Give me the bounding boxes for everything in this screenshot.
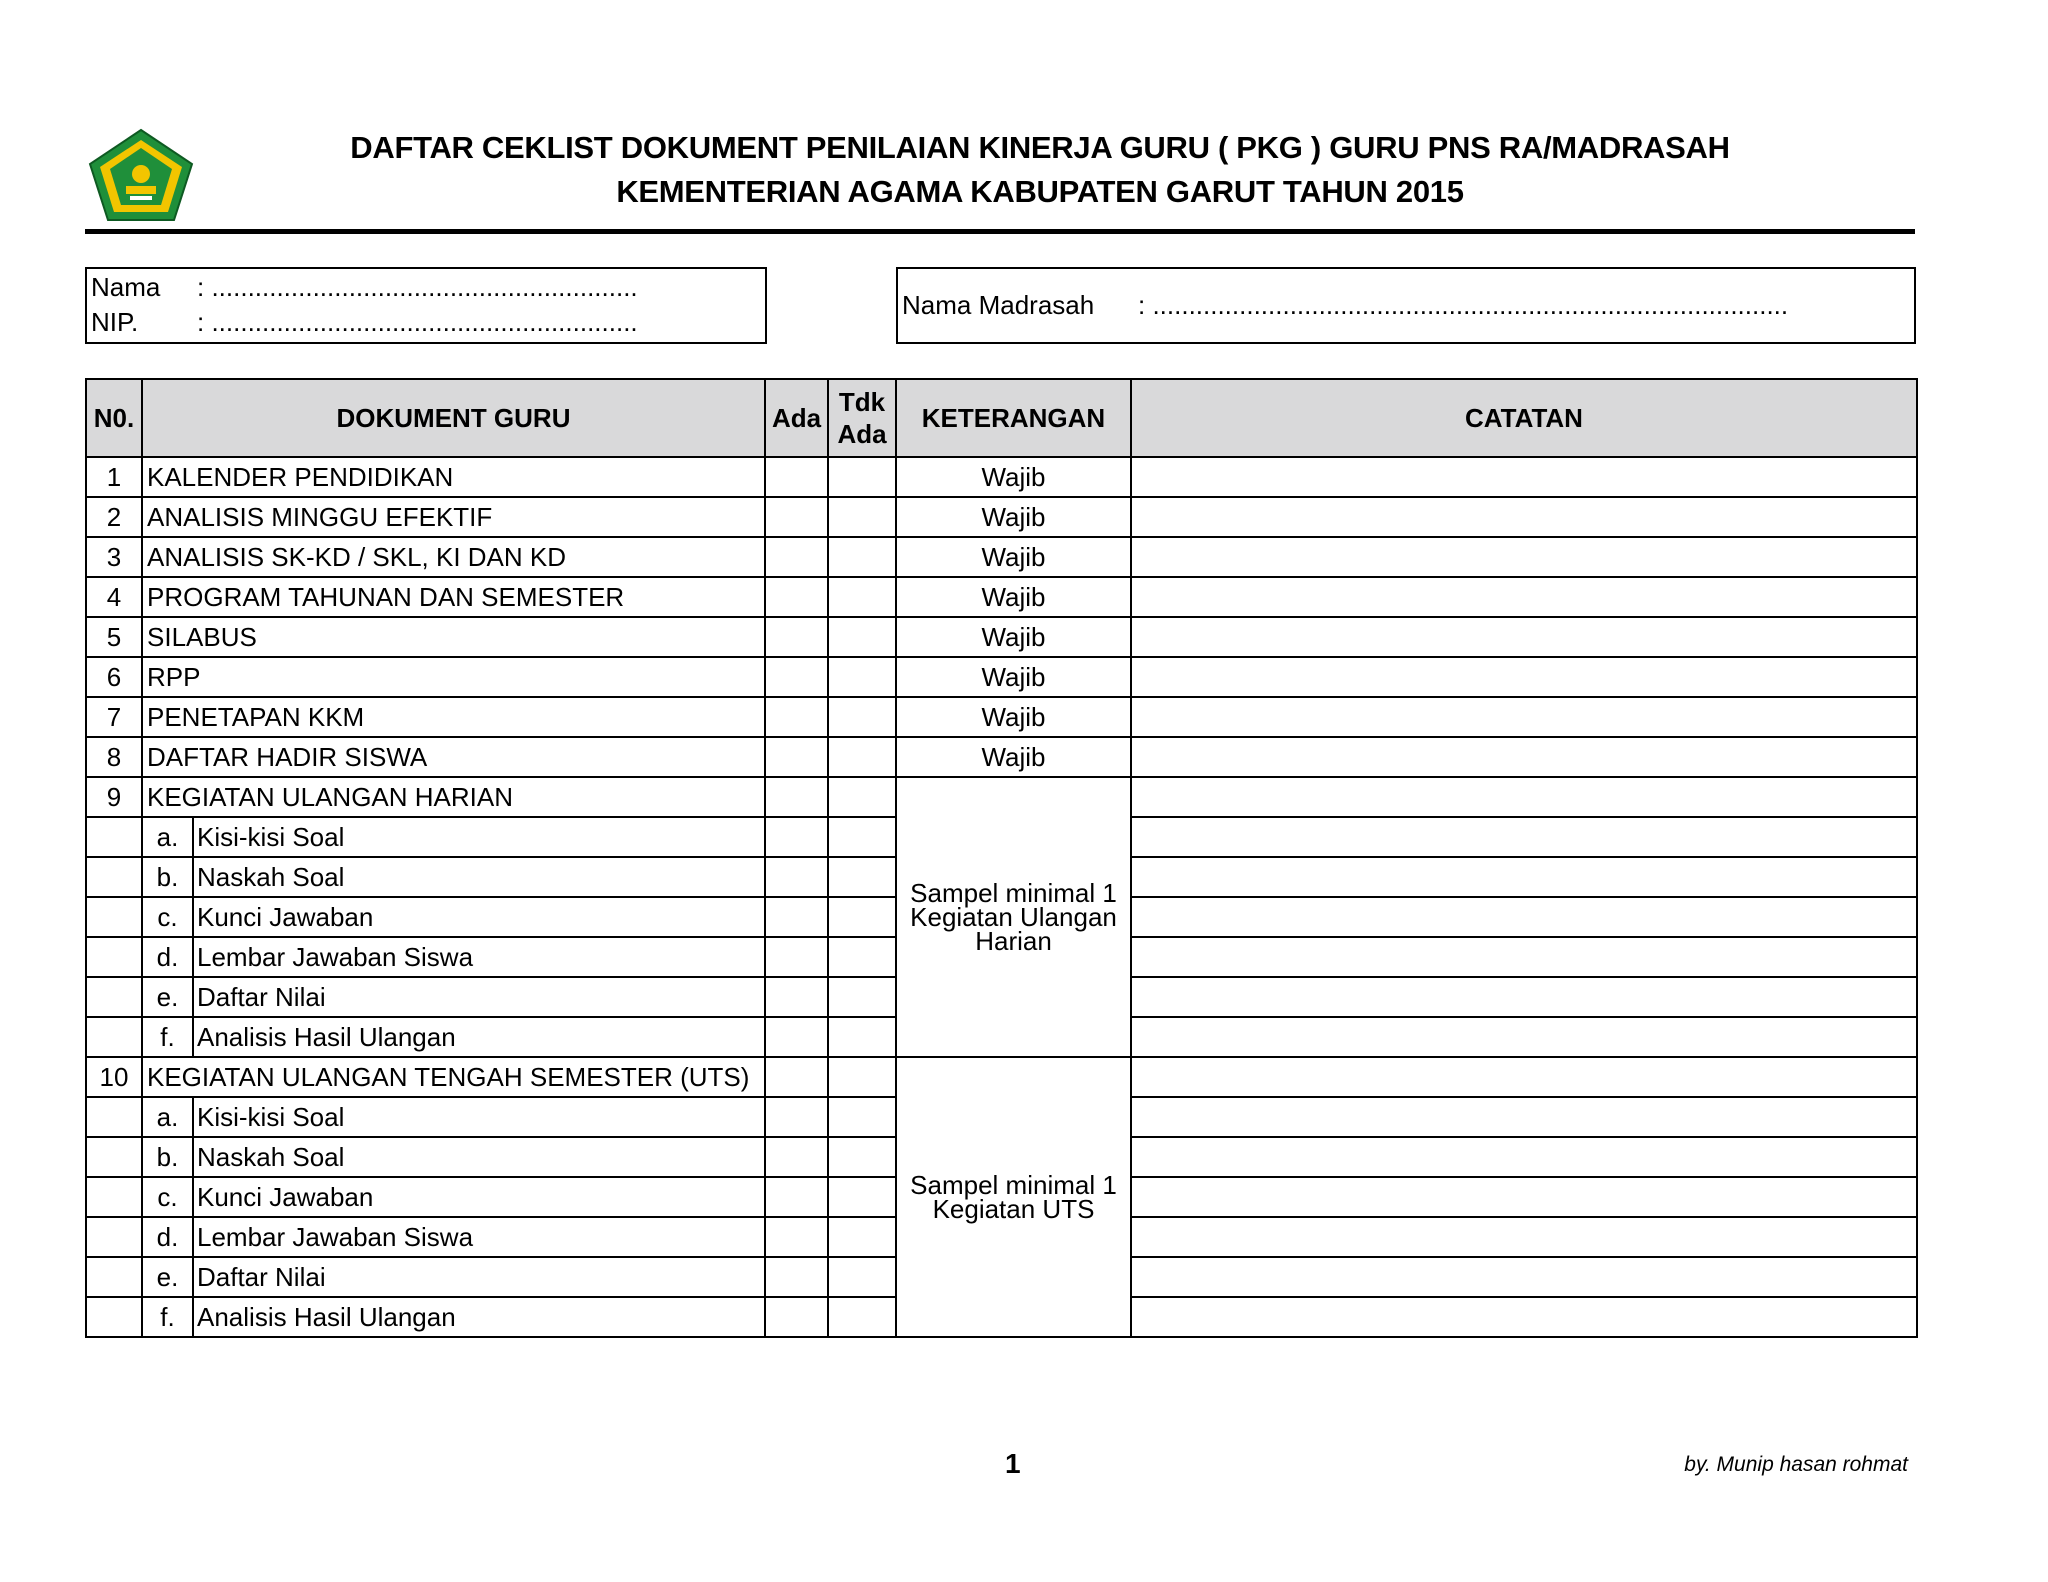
- sub-letter: a.: [142, 817, 193, 857]
- catatan-cell[interactable]: [1131, 937, 1917, 977]
- row-document: KALENDER PENDIDIKAN: [142, 457, 765, 497]
- catatan-cell[interactable]: [1131, 737, 1917, 777]
- sub-letter: c.: [142, 1177, 193, 1217]
- nip-row: [91, 307, 638, 338]
- ada-checkbox-cell[interactable]: [765, 737, 828, 777]
- tdk-ada-checkbox-cell[interactable]: [828, 897, 896, 937]
- madrasah-label: Nama Madrasah: [902, 290, 1095, 320]
- tdk-ada-checkbox-cell[interactable]: [828, 817, 896, 857]
- tdk-ada-checkbox-cell[interactable]: [828, 657, 896, 697]
- row-number: 7: [86, 697, 142, 737]
- header-tdk-ada-line1: Tdk: [838, 387, 886, 417]
- sub-letter: f.: [142, 1017, 193, 1057]
- sub-document: Daftar Nilai: [193, 977, 765, 1017]
- checklist-table: [85, 378, 1918, 1338]
- catatan-cell[interactable]: [1131, 617, 1917, 657]
- page-number: 1: [1005, 1448, 1021, 1479]
- ada-checkbox-cell[interactable]: [765, 577, 828, 617]
- sub-letter: c.: [142, 897, 193, 937]
- catatan-cell[interactable]: [1131, 697, 1917, 737]
- group9-ket-line3: Harian: [975, 926, 1052, 956]
- sub-letter: d.: [142, 1217, 193, 1257]
- tdk-ada-checkbox-cell[interactable]: [828, 617, 896, 657]
- table-row: [86, 537, 1917, 577]
- document-title-line1: DAFTAR CEKLIST DOKUMENT PENILAIAN KINERJA GURU ( PKG ) GURU PNS RA/MADRASAH: [350, 130, 1730, 165]
- ada-checkbox-cell[interactable]: [765, 817, 828, 857]
- nama-label: Nama: [91, 272, 161, 302]
- sub-document: Lembar Jawaban Siswa: [193, 937, 765, 977]
- ada-checkbox-cell[interactable]: [765, 977, 828, 1017]
- sub-document: Kunci Jawaban: [193, 1177, 765, 1217]
- teacher-info-box: [85, 267, 767, 344]
- row-number: 6: [86, 657, 142, 697]
- catatan-cell[interactable]: [1131, 897, 1917, 937]
- tdk-ada-checkbox-cell[interactable]: [828, 497, 896, 537]
- madrasah-field[interactable]: : ........................................................................................: [1138, 290, 1789, 320]
- tdk-ada-checkbox-cell[interactable]: [828, 737, 896, 777]
- row-number-empty: [86, 1257, 142, 1297]
- sub-document: Kunci Jawaban: [193, 897, 765, 937]
- sub-letter: f.: [142, 1297, 193, 1337]
- header-catatan: CATATAN: [1131, 379, 1917, 457]
- ada-checkbox-cell[interactable]: [765, 697, 828, 737]
- table-row: [86, 777, 1917, 817]
- tdk-ada-checkbox-cell[interactable]: [828, 1017, 896, 1057]
- row-number-empty: [86, 1297, 142, 1337]
- catatan-cell[interactable]: [1131, 1297, 1917, 1337]
- tdk-ada-checkbox-cell[interactable]: [828, 937, 896, 977]
- row-keterangan: Wajib: [896, 537, 1131, 577]
- row-number: 5: [86, 617, 142, 657]
- document-title-line2: KEMENTERIAN AGAMA KABUPATEN GARUT TAHUN 2015: [616, 174, 1464, 209]
- catatan-cell[interactable]: [1131, 1177, 1917, 1217]
- catatan-cell[interactable]: [1131, 657, 1917, 697]
- tdk-ada-checkbox-cell[interactable]: [828, 977, 896, 1017]
- sub-letter: e.: [142, 1257, 193, 1297]
- ada-checkbox-cell[interactable]: [765, 857, 828, 897]
- row-document: DAFTAR HADIR SISWA: [142, 737, 765, 777]
- catatan-cell[interactable]: [1131, 1257, 1917, 1297]
- row-keterangan: Wajib: [896, 737, 1131, 777]
- tdk-ada-checkbox-cell[interactable]: [828, 1097, 896, 1137]
- catatan-cell[interactable]: [1131, 457, 1917, 497]
- row-number-empty: [86, 1217, 142, 1257]
- ada-checkbox-cell[interactable]: [765, 1217, 828, 1257]
- row-number-empty: [86, 897, 142, 937]
- tdk-ada-checkbox-cell[interactable]: [828, 777, 896, 817]
- tdk-ada-checkbox-cell[interactable]: [828, 577, 896, 617]
- ada-checkbox-cell[interactable]: [765, 617, 828, 657]
- row-number: 10: [86, 1057, 142, 1097]
- sub-document: Naskah Soal: [193, 857, 765, 897]
- header-ada: Ada: [765, 379, 828, 457]
- ada-checkbox-cell[interactable]: [765, 1177, 828, 1217]
- ada-checkbox-cell[interactable]: [765, 777, 828, 817]
- group9-keterangan: [896, 777, 1131, 1057]
- table-row: [86, 697, 1917, 737]
- table-row: [86, 577, 1917, 617]
- row-number-empty: [86, 1177, 142, 1217]
- sub-document: Naskah Soal: [193, 1137, 765, 1177]
- tdk-ada-checkbox-cell[interactable]: [828, 537, 896, 577]
- ada-checkbox-cell[interactable]: [765, 537, 828, 577]
- group9-ket-line2: Kegiatan Ulangan: [910, 902, 1117, 932]
- table-row: [86, 457, 1917, 497]
- group10-keterangan: [896, 1057, 1131, 1337]
- row-keterangan: Wajib: [896, 617, 1131, 657]
- ada-checkbox-cell[interactable]: [765, 937, 828, 977]
- nama-row: [91, 272, 638, 303]
- table-row: [86, 737, 1917, 777]
- tdk-ada-checkbox-cell[interactable]: [828, 457, 896, 497]
- catatan-cell[interactable]: [1131, 1137, 1917, 1177]
- sub-document: Lembar Jawaban Siswa: [193, 1217, 765, 1257]
- row-document: KEGIATAN ULANGAN HARIAN: [142, 777, 765, 817]
- row-keterangan: Wajib: [896, 657, 1131, 697]
- sub-letter: d.: [142, 937, 193, 977]
- header-tdk-ada: [828, 379, 896, 457]
- sub-letter: b.: [142, 857, 193, 897]
- sub-document: Analisis Hasil Ulangan: [193, 1017, 765, 1057]
- table-row: [86, 657, 1917, 697]
- row-number: 2: [86, 497, 142, 537]
- header-keterangan: KETERANGAN: [896, 379, 1131, 457]
- row-number: 9: [86, 777, 142, 817]
- row-document: ANALISIS SK-KD / SKL, KI DAN KD: [142, 537, 765, 577]
- catatan-cell[interactable]: [1131, 497, 1917, 537]
- ada-checkbox-cell[interactable]: [765, 497, 828, 537]
- row-number: 1: [86, 457, 142, 497]
- row-number: 8: [86, 737, 142, 777]
- sub-document: Analisis Hasil Ulangan: [193, 1297, 765, 1337]
- group10-ket-line1: Sampel minimal 1: [910, 1170, 1117, 1200]
- ada-checkbox-cell[interactable]: [765, 1137, 828, 1177]
- ada-checkbox-cell[interactable]: [765, 1057, 828, 1097]
- author-credit: by. Munip hasan rohmat: [1684, 1453, 1908, 1476]
- group9-ket-line1: Sampel minimal 1: [910, 878, 1117, 908]
- header-tdk-ada-line2: Ada: [837, 419, 887, 449]
- tdk-ada-checkbox-cell[interactable]: [828, 1057, 896, 1097]
- ada-checkbox-cell[interactable]: [765, 1297, 828, 1337]
- sub-document: Daftar Nilai: [193, 1257, 765, 1297]
- nip-field[interactable]: : ...........................................................: [197, 307, 638, 337]
- row-keterangan: Wajib: [896, 497, 1131, 537]
- ada-checkbox-cell[interactable]: [765, 897, 828, 937]
- tdk-ada-checkbox-cell[interactable]: [828, 697, 896, 737]
- tdk-ada-checkbox-cell[interactable]: [828, 1217, 896, 1257]
- row-document: SILABUS: [142, 617, 765, 657]
- row-keterangan: Wajib: [896, 697, 1131, 737]
- row-keterangan: Wajib: [896, 577, 1131, 617]
- kemenag-emblem-icon: [88, 128, 194, 222]
- sub-letter: b.: [142, 1137, 193, 1177]
- row-document: PROGRAM TAHUNAN DAN SEMESTER: [142, 577, 765, 617]
- table-row: [86, 497, 1917, 537]
- header-dokumen: DOKUMENT GURU: [142, 379, 765, 457]
- ada-checkbox-cell[interactable]: [765, 1097, 828, 1137]
- row-number-empty: [86, 1097, 142, 1137]
- ada-checkbox-cell[interactable]: [765, 657, 828, 697]
- catatan-cell[interactable]: [1131, 1097, 1917, 1137]
- tdk-ada-checkbox-cell[interactable]: [828, 1177, 896, 1217]
- row-document: KEGIATAN ULANGAN TENGAH SEMESTER (UTS): [142, 1057, 765, 1097]
- header-divider: [85, 229, 1915, 234]
- row-number-empty: [86, 1137, 142, 1177]
- sub-document: Kisi-kisi Soal: [193, 817, 765, 857]
- madrasah-info-box: [896, 267, 1916, 344]
- row-number-empty: [86, 817, 142, 857]
- nama-field[interactable]: : ...........................................................: [197, 272, 638, 302]
- sub-letter: a.: [142, 1097, 193, 1137]
- header-no: N0.: [86, 379, 142, 457]
- catatan-cell[interactable]: [1131, 777, 1917, 817]
- row-number-empty: [86, 857, 142, 897]
- catatan-cell[interactable]: [1131, 1017, 1917, 1057]
- sub-letter: e.: [142, 977, 193, 1017]
- row-document: RPP: [142, 657, 765, 697]
- row-number-empty: [86, 1017, 142, 1057]
- row-number-empty: [86, 977, 142, 1017]
- catatan-cell[interactable]: [1131, 1057, 1917, 1097]
- group10-ket-line2: Kegiatan UTS: [932, 1194, 1095, 1224]
- ada-checkbox-cell[interactable]: [765, 1017, 828, 1057]
- catatan-cell[interactable]: [1131, 817, 1917, 857]
- catatan-cell[interactable]: [1131, 577, 1917, 617]
- catatan-cell[interactable]: [1131, 857, 1917, 897]
- row-number: 4: [86, 577, 142, 617]
- ada-checkbox-cell[interactable]: [765, 457, 828, 497]
- table-row: [86, 617, 1917, 657]
- sub-document: Kisi-kisi Soal: [193, 1097, 765, 1137]
- row-document: PENETAPAN KKM: [142, 697, 765, 737]
- tdk-ada-checkbox-cell[interactable]: [828, 1297, 896, 1337]
- row-keterangan: Wajib: [896, 457, 1131, 497]
- tdk-ada-checkbox-cell[interactable]: [828, 1137, 896, 1177]
- row-number: 3: [86, 537, 142, 577]
- catatan-cell[interactable]: [1131, 977, 1917, 1017]
- row-number-empty: [86, 937, 142, 977]
- catatan-cell[interactable]: [1131, 1217, 1917, 1257]
- nip-label: NIP.: [91, 307, 139, 337]
- table-header-row: [86, 379, 1917, 457]
- catatan-cell[interactable]: [1131, 537, 1917, 577]
- table-row: [86, 1057, 1917, 1097]
- madrasah-row: [902, 290, 1788, 321]
- row-document: ANALISIS MINGGU EFEKTIF: [142, 497, 765, 537]
- tdk-ada-checkbox-cell[interactable]: [828, 1257, 896, 1297]
- ada-checkbox-cell[interactable]: [765, 1257, 828, 1297]
- tdk-ada-checkbox-cell[interactable]: [828, 857, 896, 897]
